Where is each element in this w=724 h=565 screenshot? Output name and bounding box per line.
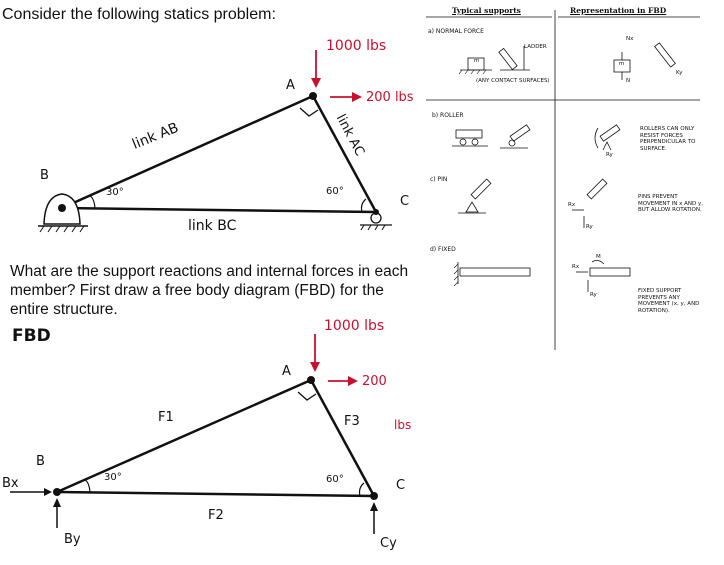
label-point-c: C bbox=[400, 194, 410, 209]
row-a-rep-ky: Ky bbox=[676, 70, 683, 76]
fbd-loads bbox=[310, 334, 358, 386]
fbd-label-reaction-by: By bbox=[64, 532, 81, 547]
label-link-bc: link BC bbox=[188, 218, 237, 234]
fbd-label-point-a: A bbox=[282, 364, 291, 379]
question-title: Consider the following statics problem: bbox=[2, 6, 276, 23]
label-point-b: B bbox=[40, 168, 49, 183]
fbd-label-point-c: C bbox=[396, 478, 406, 493]
fbd-label-force-3: F3 bbox=[344, 414, 360, 429]
fbd-label-reaction-bx: Bx bbox=[2, 476, 19, 491]
row-d-label: d) FIXED bbox=[430, 246, 456, 253]
row-b-rep-ry: Ry bbox=[606, 152, 613, 158]
fbd-label-force-1: F1 bbox=[158, 410, 174, 425]
fbd-member-ab bbox=[57, 380, 311, 492]
fbd-member-bc bbox=[57, 492, 374, 496]
label-angle-c: 60° bbox=[326, 186, 344, 197]
row-a-rep-nx: Nx bbox=[626, 36, 634, 42]
row-b-label: b) ROLLER bbox=[432, 112, 464, 119]
row-c-rep-ry: Ry bbox=[586, 224, 593, 230]
joint-a bbox=[309, 92, 317, 100]
row-c-note: PINS PREVENT MOVEMENT IN x AND y, BUT ALLOW ROTATION. bbox=[638, 194, 704, 213]
fbd-label-load-right-unit: lbs bbox=[394, 418, 412, 432]
row-d-rep-rx: Rx bbox=[572, 264, 580, 270]
row-c-rep-rx: Rx bbox=[568, 202, 576, 208]
row-d-rep-m: M bbox=[596, 254, 601, 260]
label-link-ac: link AC bbox=[332, 112, 368, 159]
problem-loads bbox=[311, 50, 362, 102]
table-header-representation: Representation in FBD bbox=[570, 6, 667, 15]
row-a-rep-m: m bbox=[619, 61, 625, 67]
link-ab-line bbox=[62, 96, 313, 208]
label-load-right: 200 lbs bbox=[366, 90, 414, 105]
fbd-label: FBD bbox=[12, 326, 51, 346]
label-point-a: A bbox=[286, 78, 295, 93]
fbd-label-angle-c: 60° bbox=[326, 474, 344, 485]
fbd-label-force-2: F2 bbox=[208, 508, 224, 523]
label-load-down: 1000 lbs bbox=[326, 38, 387, 54]
link-bc-line bbox=[62, 208, 376, 212]
row-a-mass: m bbox=[474, 58, 480, 64]
row-b-note: ROLLERS CAN ONLY RESIST FORCES PERPENDICULAR TO SURFACE. bbox=[640, 126, 696, 152]
fbd-label-reaction-cy: Cy bbox=[380, 536, 397, 551]
row-d-rep-ry: Ry bbox=[590, 292, 597, 298]
row-a-label: a) NORMAL FORCE bbox=[428, 28, 484, 35]
row-c-label: c) PIN bbox=[430, 176, 448, 183]
table-header-typical: Typical supports bbox=[452, 6, 521, 15]
fbd-label-load-right: 200 bbox=[362, 374, 387, 389]
row-a-ladder: LADDER bbox=[524, 44, 547, 50]
fbd-label-angle-b: 30° bbox=[104, 472, 122, 483]
fbd-label-load-down: 1000 lbs bbox=[324, 318, 385, 334]
row-d-note: FIXED SUPPORT PREVENTS ANY MOVEMENT (x, y, AND ROTATION). bbox=[638, 288, 700, 314]
label-angle-b: 30° bbox=[106, 187, 124, 198]
question-body: What are the support reactions and internal forces in each member? First draw a free body diagram (FBD) for the entire structure. bbox=[10, 263, 409, 318]
fbd-label-point-b: B bbox=[36, 454, 45, 469]
row-a-note: (ANY CONTACT SURFACES) bbox=[476, 78, 550, 84]
label-link-ab: link AB bbox=[130, 119, 181, 153]
problem-diagram bbox=[38, 92, 392, 232]
row-a-rep-n: N bbox=[626, 78, 631, 84]
